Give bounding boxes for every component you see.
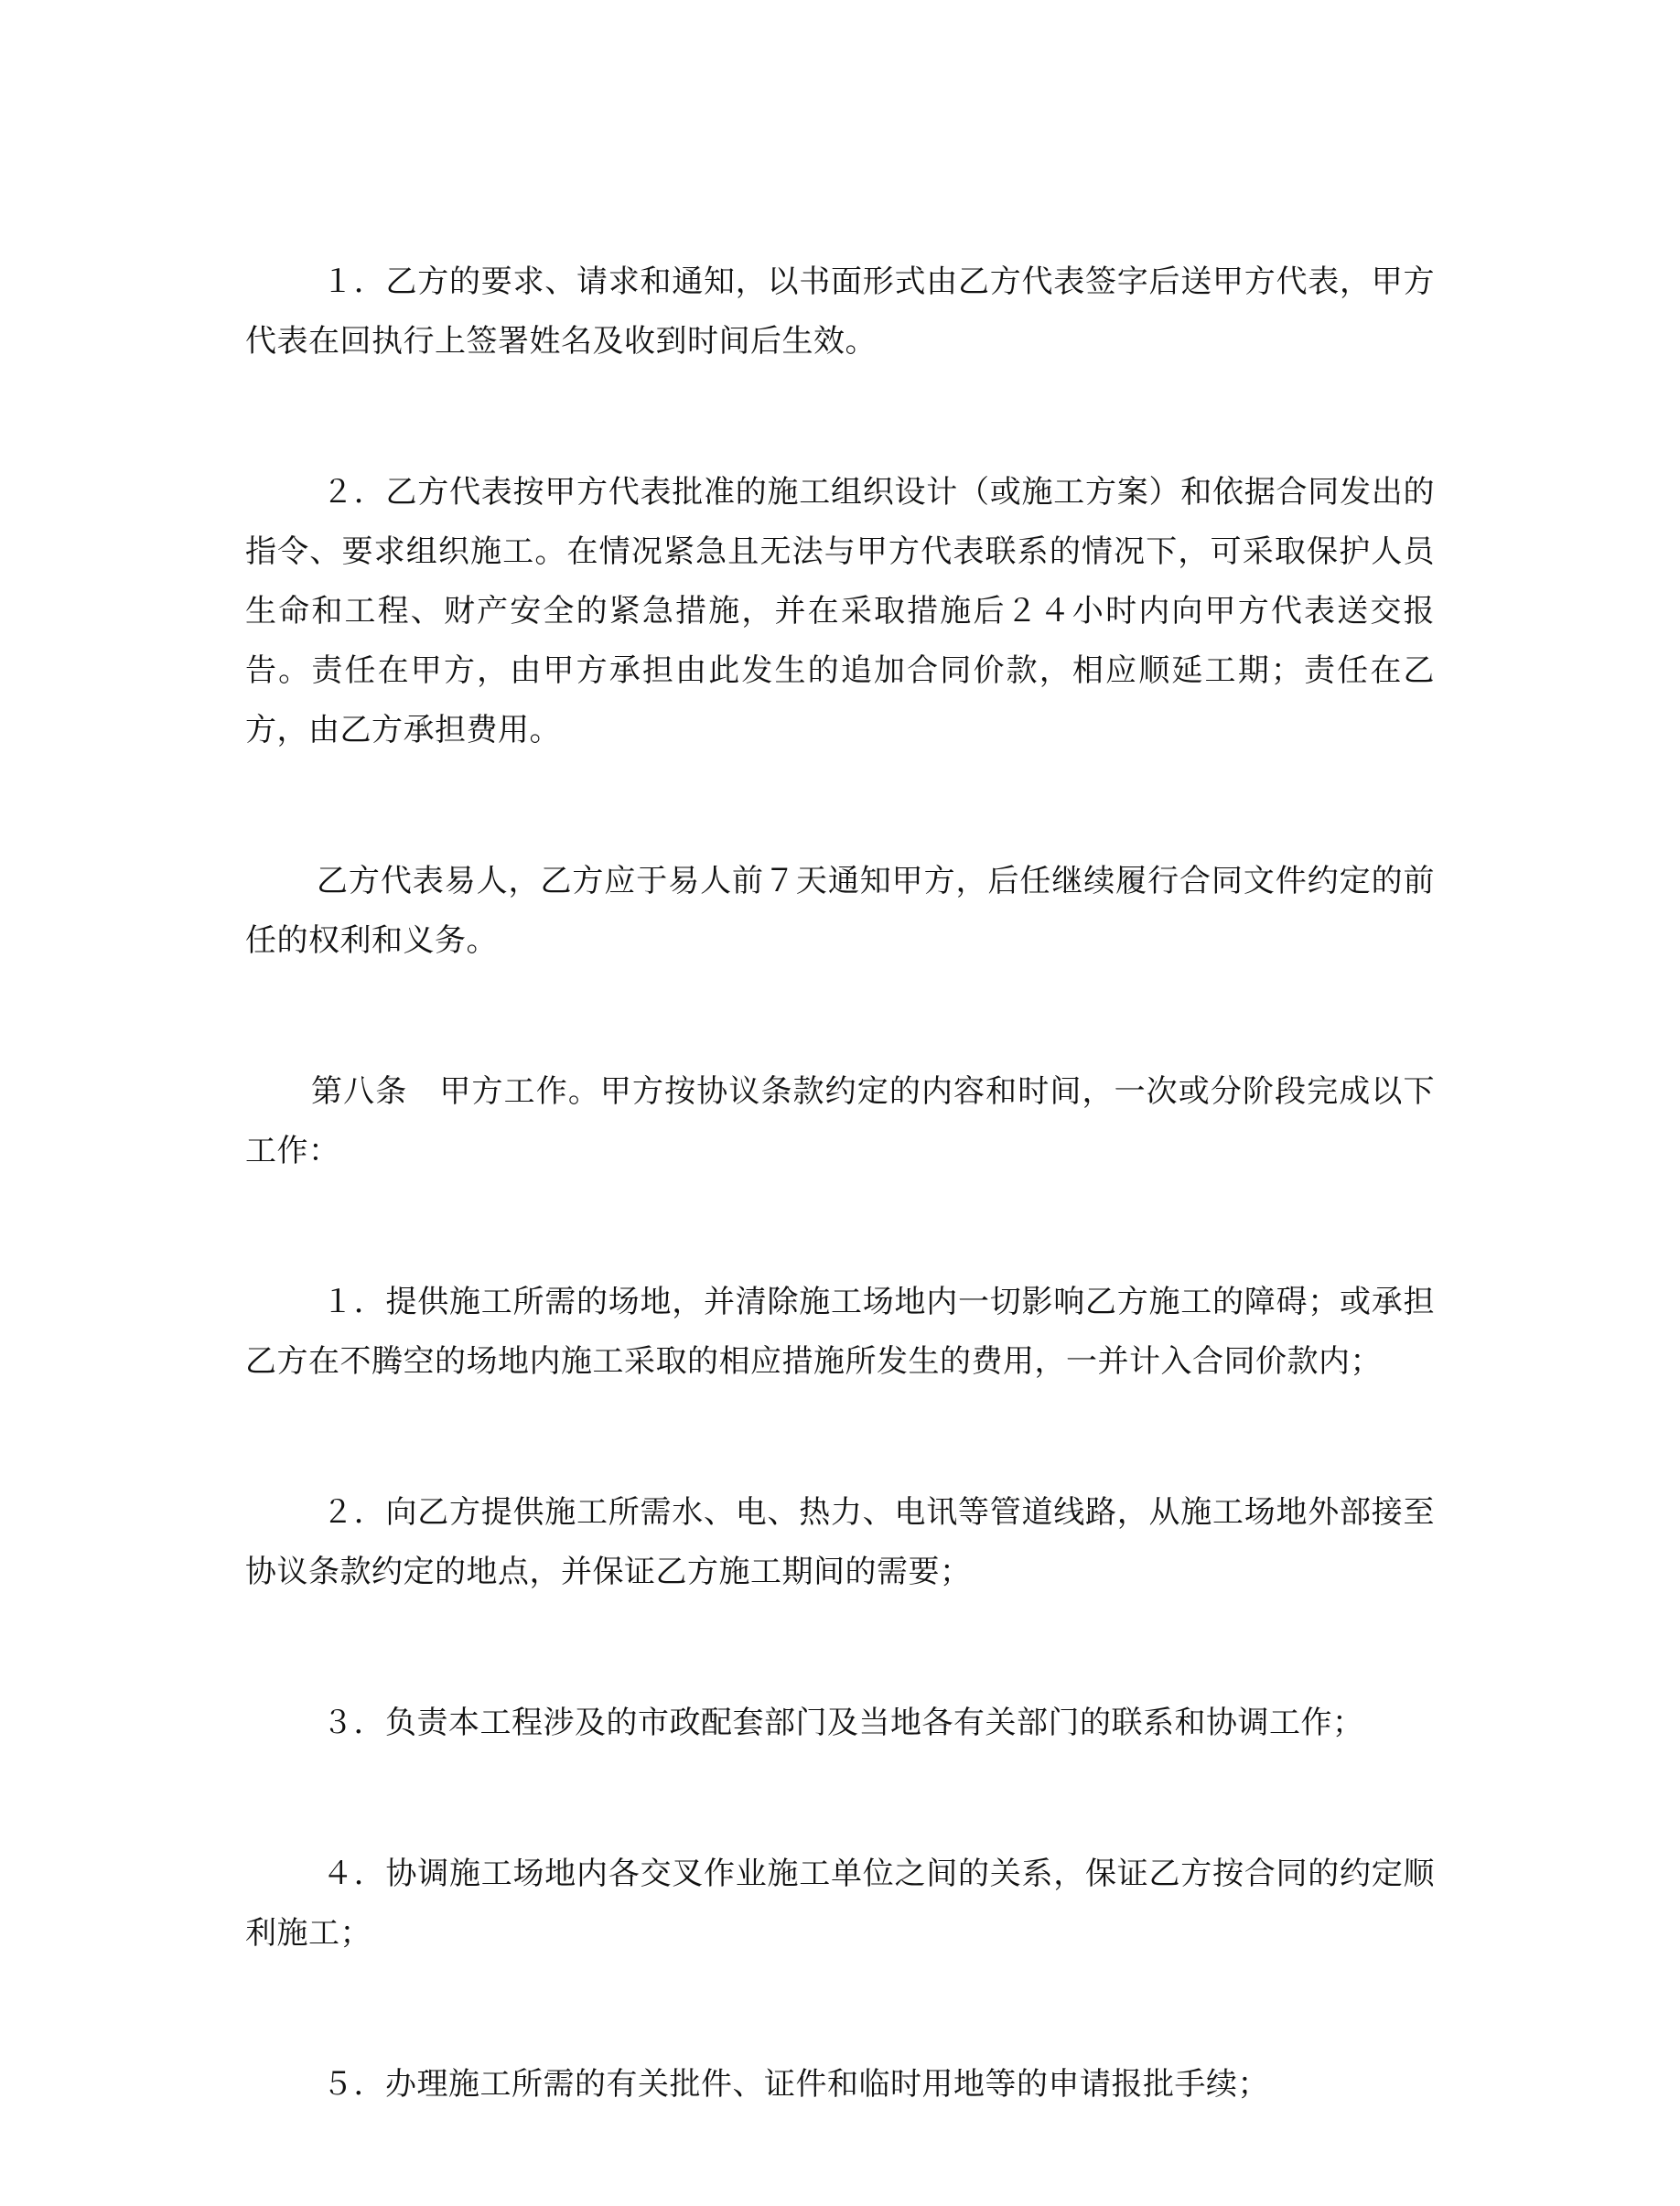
paragraph-9: ５．办理施工所需的有关批件、证件和临时用地等的申请报批手续； [322,2066,1269,2103]
paragraph-5: １．提供施工所需的场地，并清除施工场地内一切影响乙方施工的障碍；或承担乙方在不腾空的场地内施工采取的相应措施所发生的费用，一并计入合同价款内； [245,1284,1435,1380]
document-body [245,253,1435,2206]
paragraph-1: １．乙方的要求、请求和通知，以书面形式由乙方代表签字后送甲方代表，甲方代表在回执行上签署姓名及收到时间后生效。 [245,264,1435,360]
paragraph-3: 乙方代表易人，乙方应于易人前７天通知甲方，后任继续履行合同文件约定的前任的权利和义务。 [245,863,1435,959]
article-8-paragraph: 第八条 甲方工作。甲方按协议条款约定的内容和时间，一次或分阶段完成以下工作： [245,1073,1435,1169]
paragraph-7: ３．负责本工程涉及的市政配套部门及当地各有关部门的联系和协调工作； [322,1705,1364,1741]
paragraph-8: ４．协调施工场地内各交叉作业施工单位之间的关系，保证乙方按合同的约定顺利施工； [245,1856,1435,1952]
paragraph-6: ２．向乙方提供施工所需水、电、热力、电讯等管道线路，从施工场地外部接至协议条款约定的地点，并保证乙方施工期间的需要； [245,1494,1435,1590]
paragraph-2: ２．乙方代表按甲方代表批准的施工组织设计（或施工方案）和依据合同发出的指令、要求组织施工。在情况紧急且无法与甲方代表联系的情况下，可采取保护人员生命和工程、财产安全的紧急措施，并在采取措施后２４小时内向甲方代表送交报告。责任在甲方，由甲方承担由此发生的追加合同价款，相应顺延工期；责任在乙方，由乙方承担费用。 [245,474,1435,748]
